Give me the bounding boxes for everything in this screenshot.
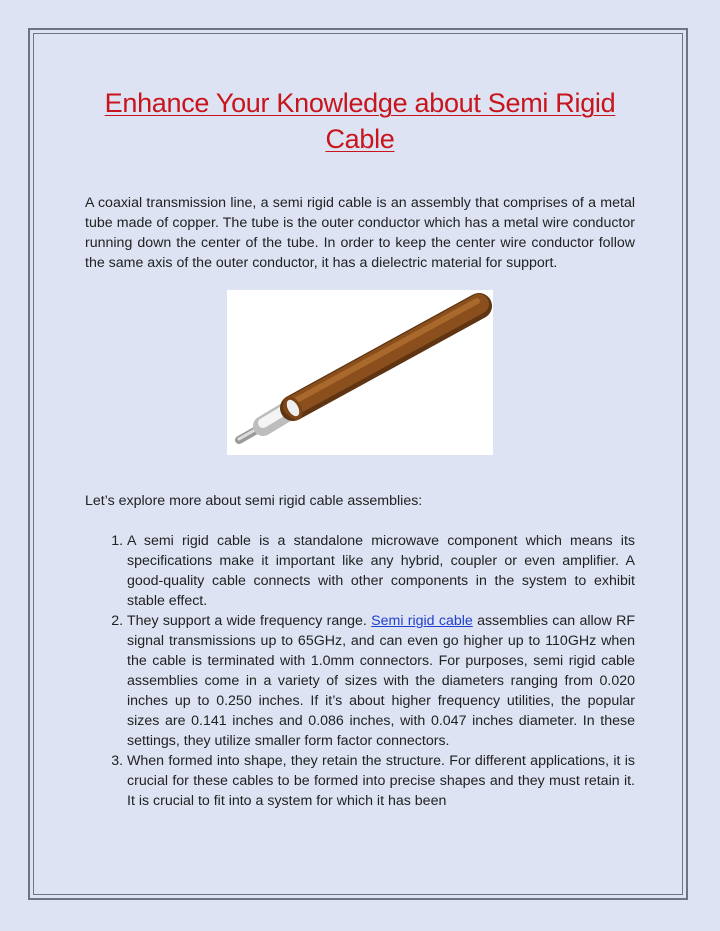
- list-item: [127, 751, 635, 811]
- document-body: [85, 85, 635, 811]
- lead-in-paragraph: Let’s explore more about semi rigid cable assemblies:: [85, 493, 423, 509]
- list-item: [127, 611, 635, 751]
- list-item: [127, 531, 635, 611]
- assembly-facts-list: [85, 531, 635, 811]
- list-item-text: When formed into shape, they retain the structure. For different applications, it is crucial for these cables to be formed into precise shapes and they must retain it. It is crucial to fit into a system for which it has been: [127, 753, 635, 809]
- list-item-text-before: They support a wide frequency range.: [127, 613, 372, 629]
- spacer: [85, 457, 635, 491]
- intro-paragraph: A coaxial transmission line, a semi rigid cable is an assembly that comprises of a metal tube made of copper. The tube is the outer conductor which has a metal wire conductor running down the center of the tube. In order to keep the center wire conductor follow the same axis of the outer conductor, it has a dielectric material for support.: [85, 195, 635, 271]
- semi-rigid-cable-image: [227, 290, 493, 455]
- cable-illustration: [227, 290, 493, 455]
- title-line-2: Cable: [325, 124, 395, 154]
- semi-rigid-cable-link[interactable]: Semi rigid cable: [371, 613, 473, 629]
- list-item-text: A semi rigid cable is a standalone microwave component which means its specifications make it important like any hybrid, coupler or even amplifier. A good-quality cable connects with other components in the system to exhibit stable effect.: [127, 533, 635, 609]
- list-item-text-after: assemblies can allow RF signal transmissions up to 65GHz, and can even go higher up to 110GHz when the cable is terminated with 1.0mm connectors. For purposes, semi rigid cable assemblies come in a variety of sizes with the diameters ranging from 0.020 inches up to 0.250 inches. If it’s about higher frequency utilities, the popular sizes are 0.141 inches and 0.086 inches, with 0.047 inches diameter. In these settings, they utilize smaller form factor connectors.: [127, 613, 635, 749]
- figure-container: [85, 290, 635, 457]
- title-line-1: Enhance Your Knowledge about Semi Rigid: [104, 88, 616, 118]
- document-title: [85, 85, 635, 157]
